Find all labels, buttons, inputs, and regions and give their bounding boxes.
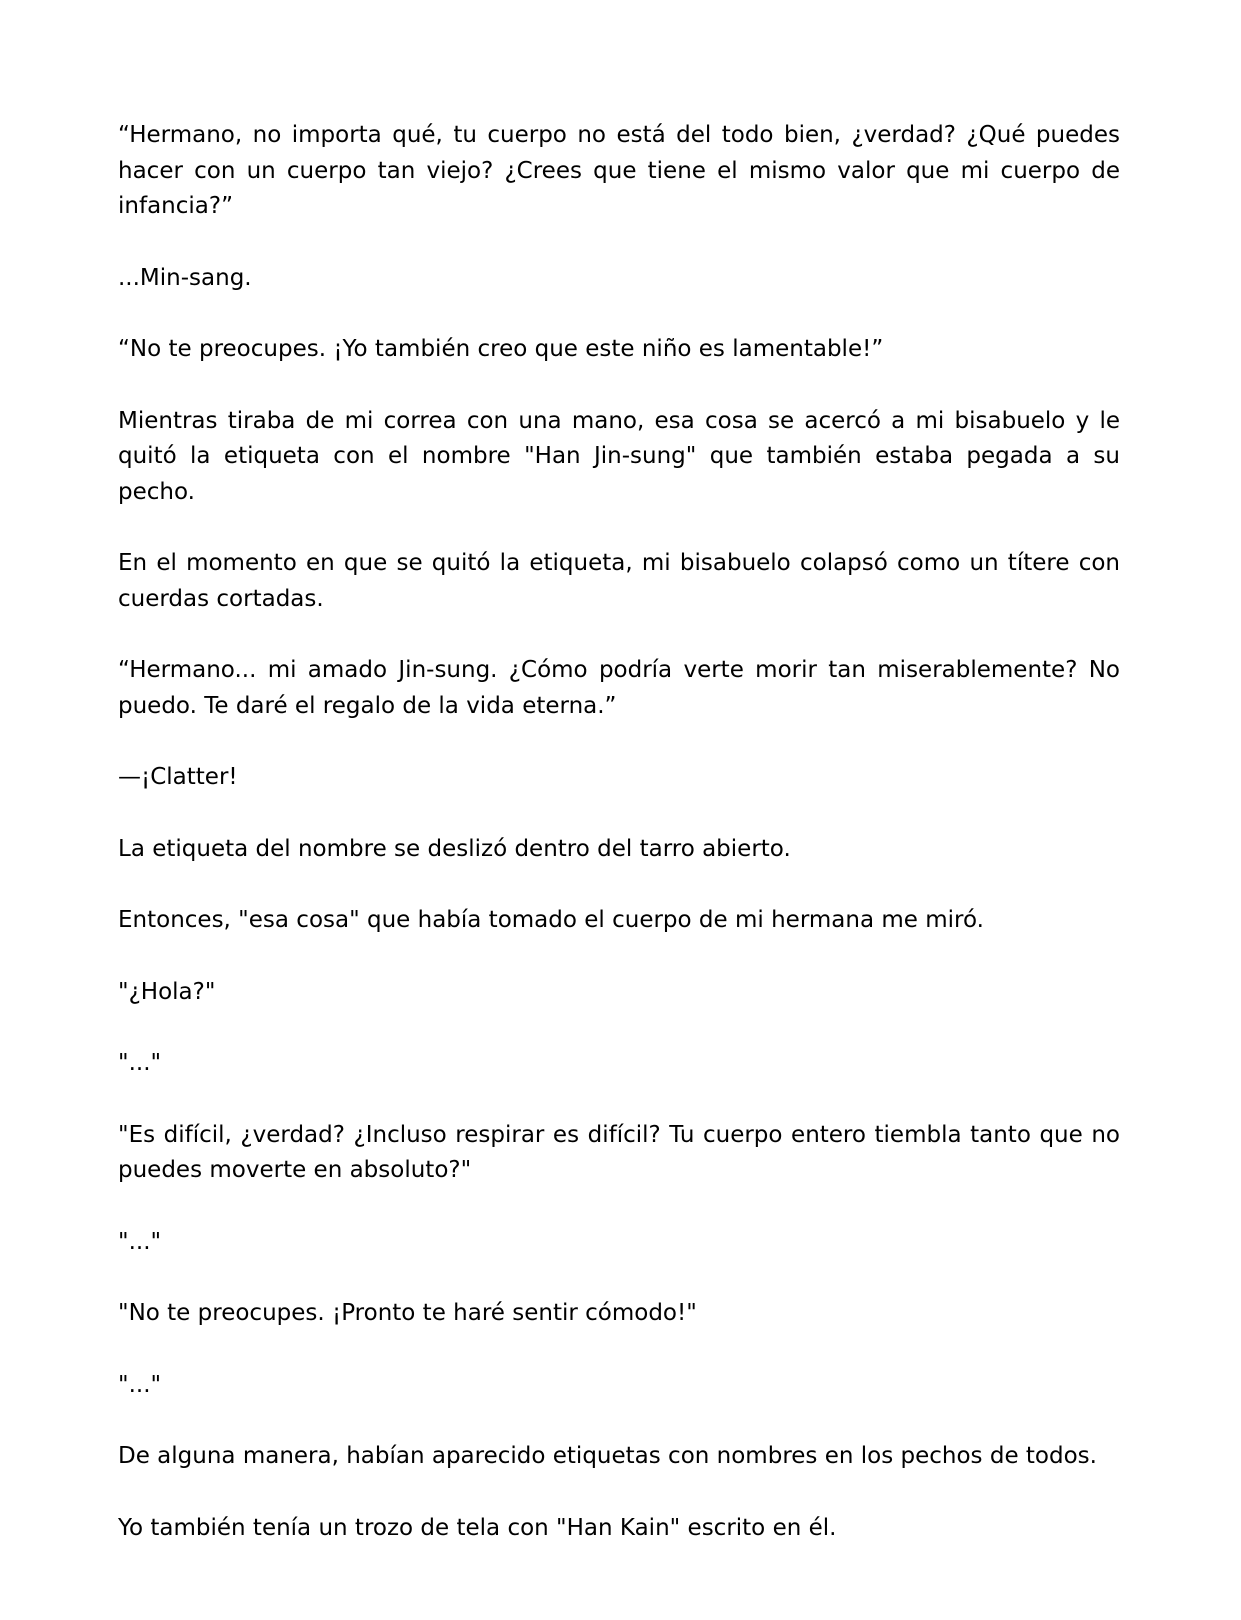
paragraph: Entonces, "esa cosa" que había tomado el cuerpo de mi hermana me miró. bbox=[118, 907, 984, 933]
paragraph: “Hermano... mi amado Jin-sung. ¿Cómo podría verte morir tan miserablemente? No puedo. Te daré el regalo de la vida eterna.” bbox=[118, 657, 1120, 719]
paragraph: “No te preocupes. ¡Yo también creo que este niño es lamentable!” bbox=[118, 336, 884, 362]
paragraph: "Es difícil, ¿verdad? ¿Incluso respirar es difícil? Tu cuerpo entero tiembla tanto que no puedes moverte en absoluto?" bbox=[118, 1121, 1120, 1183]
paragraph: En el momento en que se quitó la etiqueta, mi bisabuelo colapsó como un títere con cuerdas cortadas. bbox=[118, 550, 1120, 612]
paragraph: ...Min-sang. bbox=[118, 264, 252, 291]
paragraph: Yo también tenía un trozo de tela con "Han Kain" escrito en él. bbox=[118, 1514, 837, 1541]
paragraph: "¿Hola?" bbox=[118, 978, 216, 1005]
paragraph: "..." bbox=[118, 1371, 162, 1398]
paragraph: Mientras tiraba de mi correa con una mano, esa cosa se acercó a mi bisabuelo y le quitó la etiqueta con el nombre "Han Jin-sung" que también estaba pegada a su pecho. bbox=[118, 407, 1120, 505]
paragraph: —¡Clatter! bbox=[118, 764, 238, 790]
paragraph: “Hermano, no importa qué, tu cuerpo no está del todo bien, ¿verdad? ¿Qué puedes hacer con un cuerpo tan viejo? ¿Crees que tiene el mismo valor que mi cuerpo de infancia?” bbox=[118, 122, 1120, 219]
paragraph: "..." bbox=[118, 1228, 162, 1255]
paragraph: La etiqueta del nombre se deslizó dentro del tarro abierto. bbox=[118, 835, 791, 862]
document-body bbox=[118, 118, 1120, 1582]
paragraph: "..." bbox=[118, 1050, 162, 1076]
paragraph: "No te preocupes. ¡Pronto te haré sentir cómodo!" bbox=[118, 1300, 697, 1326]
paragraph: De alguna manera, habían aparecido etiquetas con nombres en los pechos de todos. bbox=[118, 1443, 1097, 1469]
